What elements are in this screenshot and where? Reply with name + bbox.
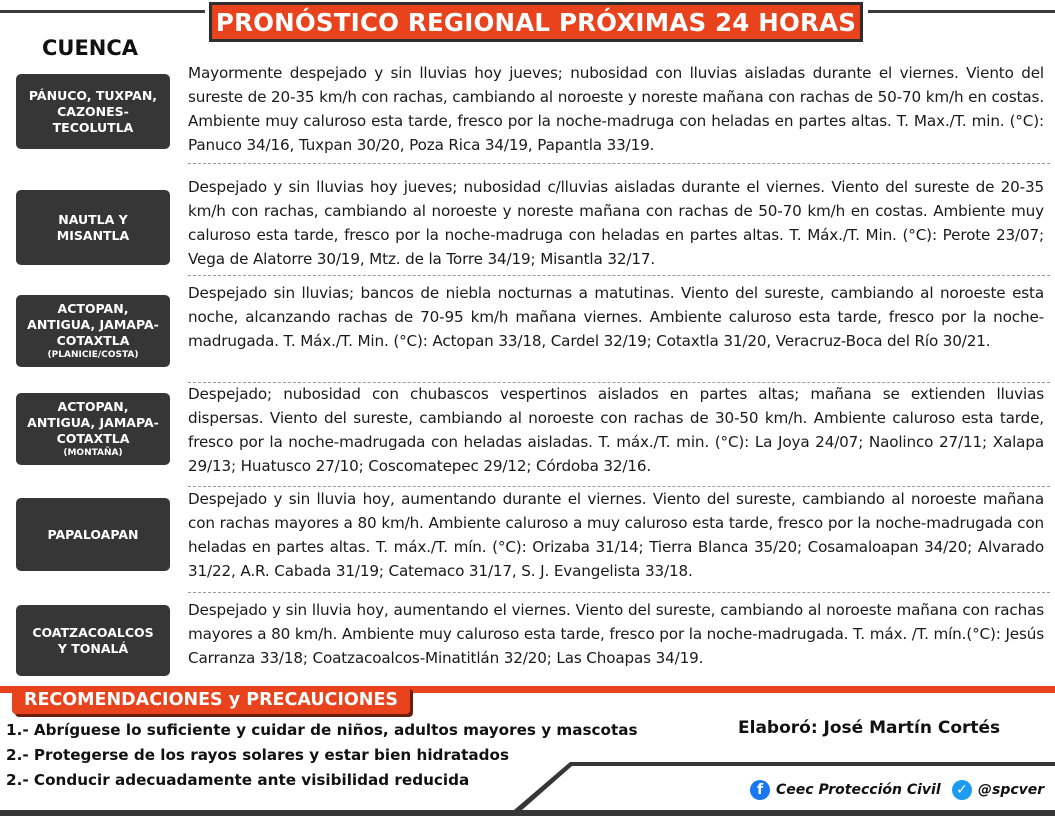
region-forecast: Despejado; nubosidad con chubascos vespertinos aislados en partes altas; mañana se extienden lluvias dispersas. Viento del sureste, cambiando al noroeste con rachas de 30-50 km/h. Ambiente caluroso esta tarde, fresco por la noche-madrugada con heladas aisladas. T. máx./T. min. (°C): La Joya 24/07; Naolinco 27/11; Xalapa 29/13; Huatusco 27/10; Coscomatepec 29/12; Córdoba 32/16. [188,385,1044,475]
twitter-icon: ✓ [952,780,972,800]
region-name: ACTOPAN, ANTIGUA, JAMAPA-COTAXTLA [27,301,159,348]
top-frame-line-right [868,10,1055,13]
region-name: PÁNUCO, TUXPAN, CAZONES-TECOLUTLA [28,87,158,135]
footer-bar [0,810,1055,816]
divider [188,592,1050,593]
twitter-label: @spcver [978,782,1045,798]
recommendation-item: 1.- Abríguese lo suficiente y cuidar de niños, adultos mayores y mascotas [6,721,638,739]
region-forecast: Despejado y sin lluvias hoy jueves; nubosidad c/lluvias aisladas durante el viernes. Viento del sureste de 20-35 km/h con rachas, cambiando al noroeste y noreste mañana con rachas de 50-70 km/h en costas. Ambiente muy caluroso esta tarde, fresco por la noche-madruga con heladas en partes altas. T. Máx./T. Min. (°C): Perote 23/07; Vega de Alatorre 30/19, Mtz. de la Torre 34/19; Misantla 32/17. [188,178,1044,268]
region-forecast: Despejado y sin lluvia hoy, aumentando el viernes. Viento del sureste, cambiando al noroeste mañana con rachas mayores a 80 km/h. Ambiente muy caluroso esta tarde, fresco por la noche-madrugada. T. máx. /T. mín.(°C): Jesús Carranza 33/18; Coatzacoalcos-Minatitlán 32/20; Las Choapas 34/19. [188,601,1044,667]
region-label [16,605,170,676]
top-frame-line-left [0,10,205,13]
region-name: NAUTLA Y MISANTLA [56,211,130,243]
region-label [16,74,170,149]
region-label [16,190,170,265]
page-title: PRONÓSTICO REGIONAL PRÓXIMAS 24 HORAS [215,7,857,37]
region-forecast: Despejado y sin lluvia hoy, aumentando durante el viernes. Viento del sureste, cambiando al noroeste mañana con rachas mayores a 80 km/h. Ambiente caluroso a muy caluroso esta tarde, fresco por la noche-madrugada con heladas en partes altas. T. máx./T. mín. (°C): Orizaba 31/14; Tierra Blanca 35/20; Cosamaloapan 34/20; Alvarado 31/22, A.R. Cabada 31/19; Catemaco 31/17, S. J. Evangelista 33/18. [188,490,1044,580]
twitter-link[interactable] [952,780,1044,800]
region-label [16,295,170,367]
divider [188,275,1050,276]
region-name: COATZACOALCOS Y TONALÁ [32,624,154,656]
region-name: PAPALOAPAN [47,526,139,542]
region-note: (PLANICIE/COSTA) [47,350,139,360]
region-forecast: Despejado sin lluvias; bancos de niebla nocturnas a matutinas. Viento del sureste, cambiando al noroeste esta noche, alcanzando rachas de 70-95 km/h mañana viernes. Ambiente caluroso esta tarde, fresco por la noche-madrugada. T. Máx./T. Min. (°C): Actopan 33/18, Cardel 32/19; Cotaxtla 31/20, Veracruz-Boca del Río 30/21. [188,284,1044,350]
region-label [16,393,170,465]
facebook-label: Ceec Protección Civil [776,782,941,798]
region-note: (MONTAÑA) [63,448,123,458]
region-name: ACTOPAN, ANTIGUA, JAMAPA-COTAXTLA [27,399,159,446]
recommendations-header: RECOMENDACIONES y PRECAUCIONES [12,686,410,714]
region-label [16,498,170,571]
facebook-icon: f [750,780,770,800]
facebook-link[interactable] [750,780,941,800]
divider [188,163,1050,164]
recommendation-item: 2.- Protegerse de los rayos solares y estar bien hidratados [6,746,510,764]
title-banner [209,2,863,42]
author-credit: Elaboró: José Martín Cortés [738,718,1001,738]
recommendation-item: 2.- Conducir adecuadamente ante visibilidad reducida [6,771,470,789]
column-header: CUENCA [42,36,139,60]
region-forecast: Mayormente despejado y sin lluvias hoy jueves; nubosidad con lluvias aisladas durante el viernes. Viento del sureste de 20-35 km/h con rachas, cambiando al noroeste y noreste mañana con rachas de 50-70 km/h en costas. Ambiente muy caluroso esta tarde, fresco por la noche-madruga con heladas en partes altas. T. Max./T. min. (°C): Panuco 34/16, Tuxpan 30/20, Poza Rica 34/19, Papantla 33/19. [188,64,1044,154]
